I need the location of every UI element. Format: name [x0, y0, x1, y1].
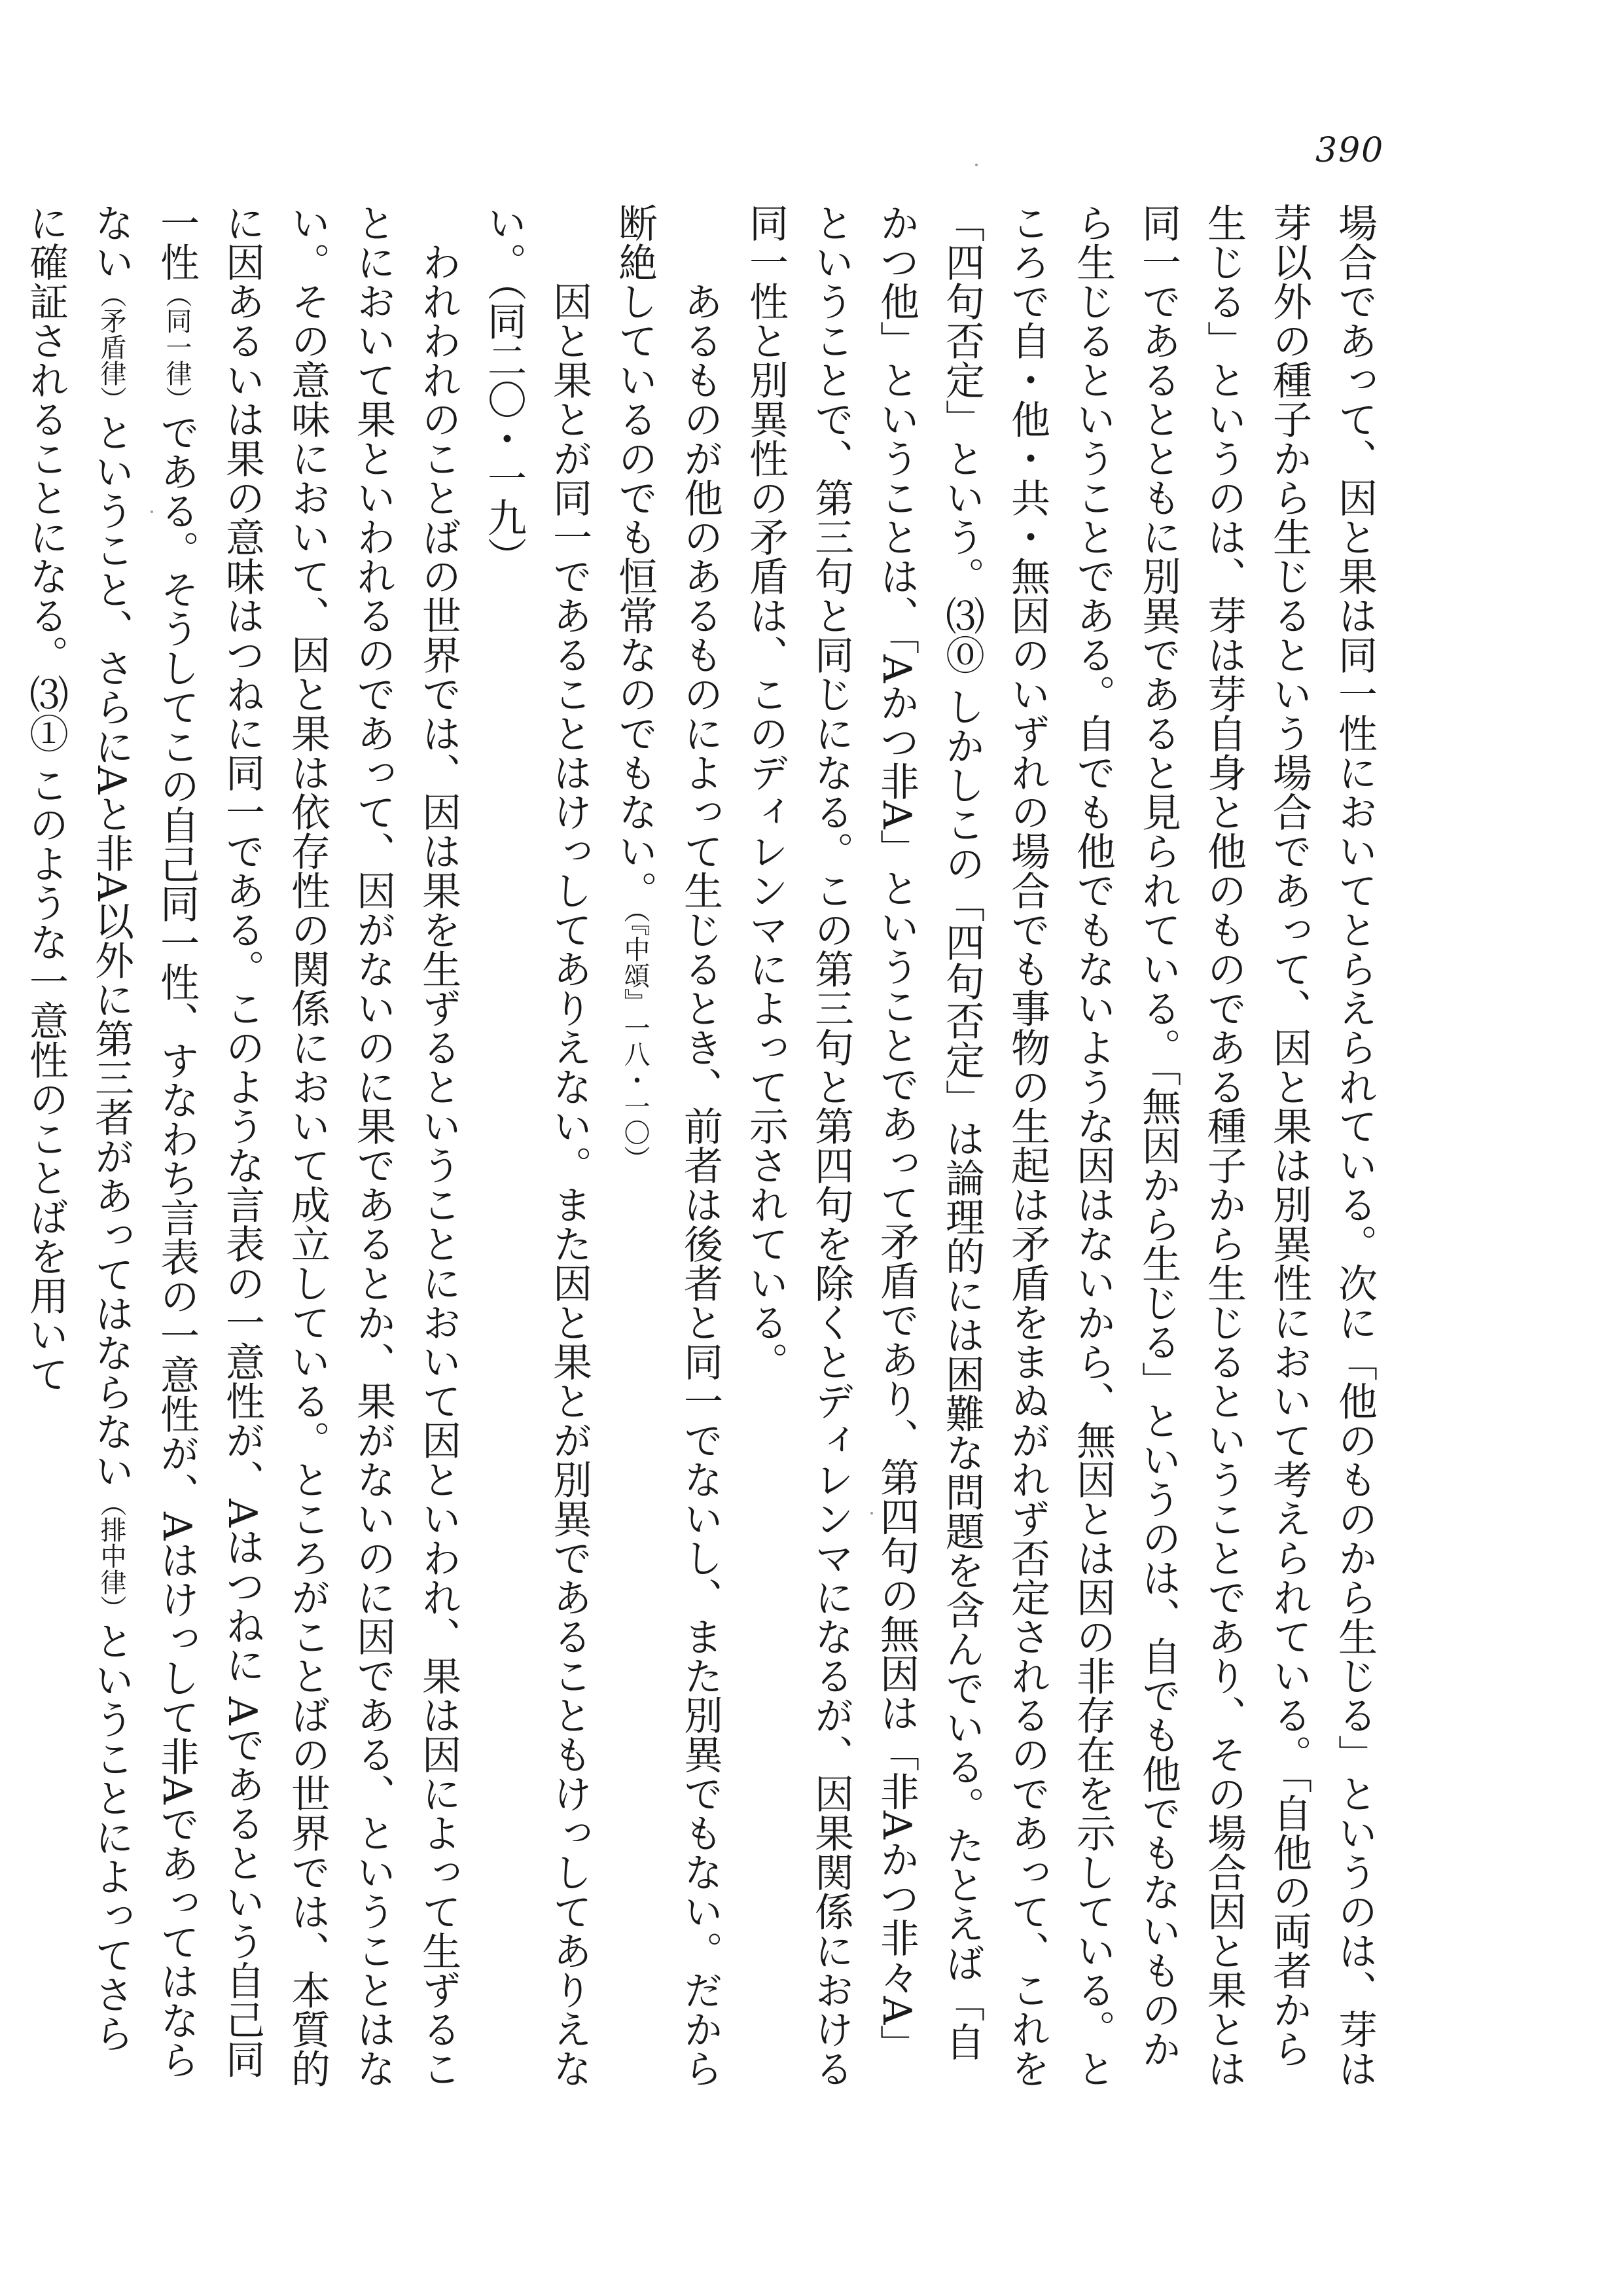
paragraph-text: ということによってさらに確証されることになる。⑶① このような一意性のことばを用いて — [23, 203, 134, 2053]
quotation-madhyamaka-20-19 — [471, 203, 602, 2088]
scan-speck — [151, 511, 153, 513]
paragraph-text: ということ、さらにAと非A以外に第三者があってはならない — [88, 412, 134, 1490]
paragraph-text: われわれのことばの世界では、因は果を生ずるということにおいて因といわれ、果は因によって生ずることにおいて果といわれるのであって、因がないのに果であるとか、果がないのに因である、ということはない。その意味において、因と果は依存性の関係において成立している。ところがことばの世界では、本質的に因あるいは果の意味はつねに同一である。このような言表の一意性が、Aはつねに Aであるという自己同一性 — [154, 203, 461, 2088]
page-number: 390 — [1315, 131, 1385, 170]
paragraph-language-world — [13, 203, 471, 2088]
quotation-madhyamaka-18-10 — [602, 203, 733, 2088]
paragraph-four-fold-negation — [733, 203, 1387, 2088]
quotation-text: あるものが他のあるものによって生じるとき、前者は後者と同一でないし、また別異でもない。だから断絶しているのでも恒常なのでもない。 — [612, 203, 723, 2088]
law-of-identity-note: （同一律） — [162, 281, 192, 412]
body-text — [23, 203, 1387, 2088]
law-of-contradiction-note: （矛盾律） — [96, 281, 126, 412]
citation-note: （『中頌』一八・一〇） — [620, 910, 650, 1172]
quotation-text: 因と果とが同一であることはけっしてありえない。また因と果とが別異であることもけっしてありえない。（同二〇・一九） — [481, 203, 592, 2088]
law-of-excluded-middle-note: （排中律） — [96, 1490, 126, 1621]
paragraph-text: 場合であって、因と果は同一性においてとらえられている。次に「他のものから生じる」というのは、芽は芽以外の種子から生じるという場合であって、因と果は別異性において考えられている。「自他の両者から生じる」というのは、芽は芽自身と他のものである種子から生じるということであり、その場合因と果とは同一であるとともに別異であると見られている。「無因から生じる」というのは、自でも他でもないものから生じるということである。自でも他でもないような因はないから、無因とは因の非存在を示している。ところで自・他・共・無因のいずれの場合でも事物の生起は矛盾をまぬがれず否定されるのであって、これを「四句否定」という。⑶⓪ しかしこの「四句否定」は論理的には困難な問題を含んでいる。たとえば「自かつ他」ということは、「Aかつ非A」ということであって矛盾であり、第四句の無因は「非Aかつ非々A」ということで、第三句と同じになる。この第三句と第四句を除くとディレンマになるが、因果関係における同一性と別異性の矛盾は、このディレンマによって示されている。 — [743, 203, 1378, 2088]
scan-speck — [870, 1512, 873, 1515]
paragraph-text: である。そうしてこの自己同一性、すなわち言表の一意性が、Aはけっして非Aであってはならない — [88, 203, 200, 2079]
scan-speck — [975, 164, 978, 166]
